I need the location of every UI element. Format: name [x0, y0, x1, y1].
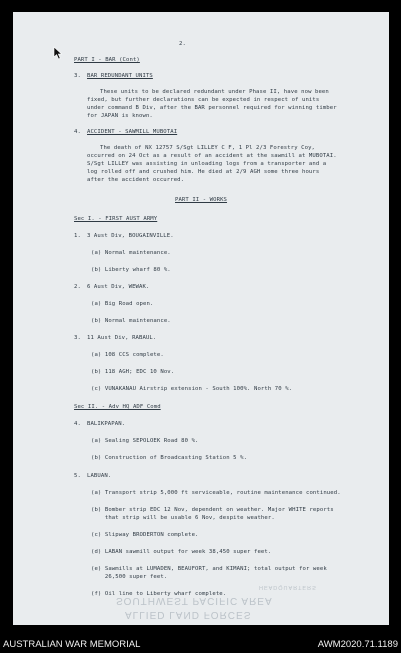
item-title: LABUAN. [87, 473, 112, 479]
mouse-cursor-icon [53, 46, 63, 60]
part1-heading: PART I - BAR (Cont) [74, 57, 140, 63]
item-number: 3. [74, 335, 81, 341]
part2-heading: PART II - WORKS [175, 197, 228, 203]
page-number: 2. [179, 41, 186, 47]
item-title: BALIKPAPAN. [87, 421, 126, 427]
item-sub: 26,500 super feet. [91, 574, 168, 580]
section-3-line: These units to be declared redundant under Phase II, have now been [100, 89, 329, 95]
section-4-line: The death of NX 12757 S/Sgt LILLEY C F, 1 Pl 2/3 Forestry Coy, [100, 145, 315, 151]
item-sub: (b) Liberty wharf 80 %. [91, 267, 171, 273]
item-number: 2. [74, 284, 81, 290]
section-4-line: after the accident occurred. [87, 177, 185, 183]
sec1-heading: Sec I. - FIRST AUST ARMY [74, 216, 158, 222]
footer-bar [0, 636, 401, 653]
item-title: 6 Aust Div, WEWAK. [87, 284, 150, 290]
item-number: 4. [74, 421, 81, 427]
item-sub: (f) Oil line to Liberty wharf complete. [91, 591, 227, 597]
item-sub: (b) 118 AGH; EDC 10 Nov. [91, 369, 175, 375]
footer-accession-number: AWM2020.71.1189 [317, 639, 398, 650]
item-sub: (b) Bomber strip EDC 12 Nov, dependent on weather. Major WHITE reports [91, 507, 334, 513]
section-4-line: occurred on 24 Oct as a result of an accident at the sawmill at MUBOTAI. [87, 153, 337, 159]
item-sub: (b) Normal maintenance. [91, 318, 171, 324]
section-3-line: under command B Div, after the BAR personnel required for winning timber [87, 105, 337, 111]
item-sub: (e) Sawmills at LUMADEN, BEAUFORT, and KIMANI; total output for week [91, 566, 327, 572]
bleed-through-text: HEADQUARTERS [259, 584, 317, 590]
item-sub: (a) Big Road open. [91, 301, 154, 307]
bleed-through-text: SOUTHWEST PACIFIC AREA [116, 595, 273, 606]
item-sub: (c) Slipway BRODERTON complete. [91, 532, 199, 538]
item-sub: (d) LABAN sawmill output for week 38,450 super feet. [91, 549, 272, 555]
section-4-line: S/Sgt LILLEY was assisting in unloading logs from a transporter and a [87, 161, 327, 167]
item-number: 1. [74, 233, 81, 239]
section-3-title: BAR REDUNDANT UNITS [87, 73, 153, 79]
footer-institution: AUSTRALIAN WAR MEMORIAL [3, 639, 141, 650]
section-3-number: 3. [74, 73, 81, 79]
item-title: 11 Aust Div, RABAUL. [87, 335, 157, 341]
item-title: 3 Aust Div, BOUGAINVILLE. [87, 233, 174, 239]
document-page [13, 12, 389, 625]
section-4-line: log rolled off and crushed him. He died at 2/9 AGH some three hours [87, 169, 320, 175]
section-3-line: for JAPAN is known. [87, 113, 153, 119]
item-sub: (a) 108 CCS complete. [91, 352, 164, 358]
item-sub: (a) Sealing SEPOLOEK Road 80 %. [91, 438, 199, 444]
item-sub: (b) Construction of Broadcasting Station 5 %. [91, 455, 248, 461]
section-4-number: 4. [74, 129, 81, 135]
item-number: 5. [74, 473, 81, 479]
section-3-line: fixed, but further declarations can be expected in respect of units [87, 97, 320, 103]
sec2-heading: Sec II. - Adv HQ ADF Comd [74, 404, 161, 410]
item-sub: (a) Transport strip 5,000 ft serviceable, routine maintenance continued. [91, 490, 341, 496]
bleed-through-text: ALLIED LAND FORCES [125, 609, 252, 620]
item-sub: (c) VUNAKANAU Airstrip extension - South 100%. North 70 %. [91, 386, 293, 392]
item-sub: (a) Normal maintenance. [91, 250, 171, 256]
section-4-title: ACCIDENT - SAWMILL MUBOTAI [87, 129, 178, 135]
item-sub: that strip will be usable 6 Nov, despite weather. [91, 515, 275, 521]
